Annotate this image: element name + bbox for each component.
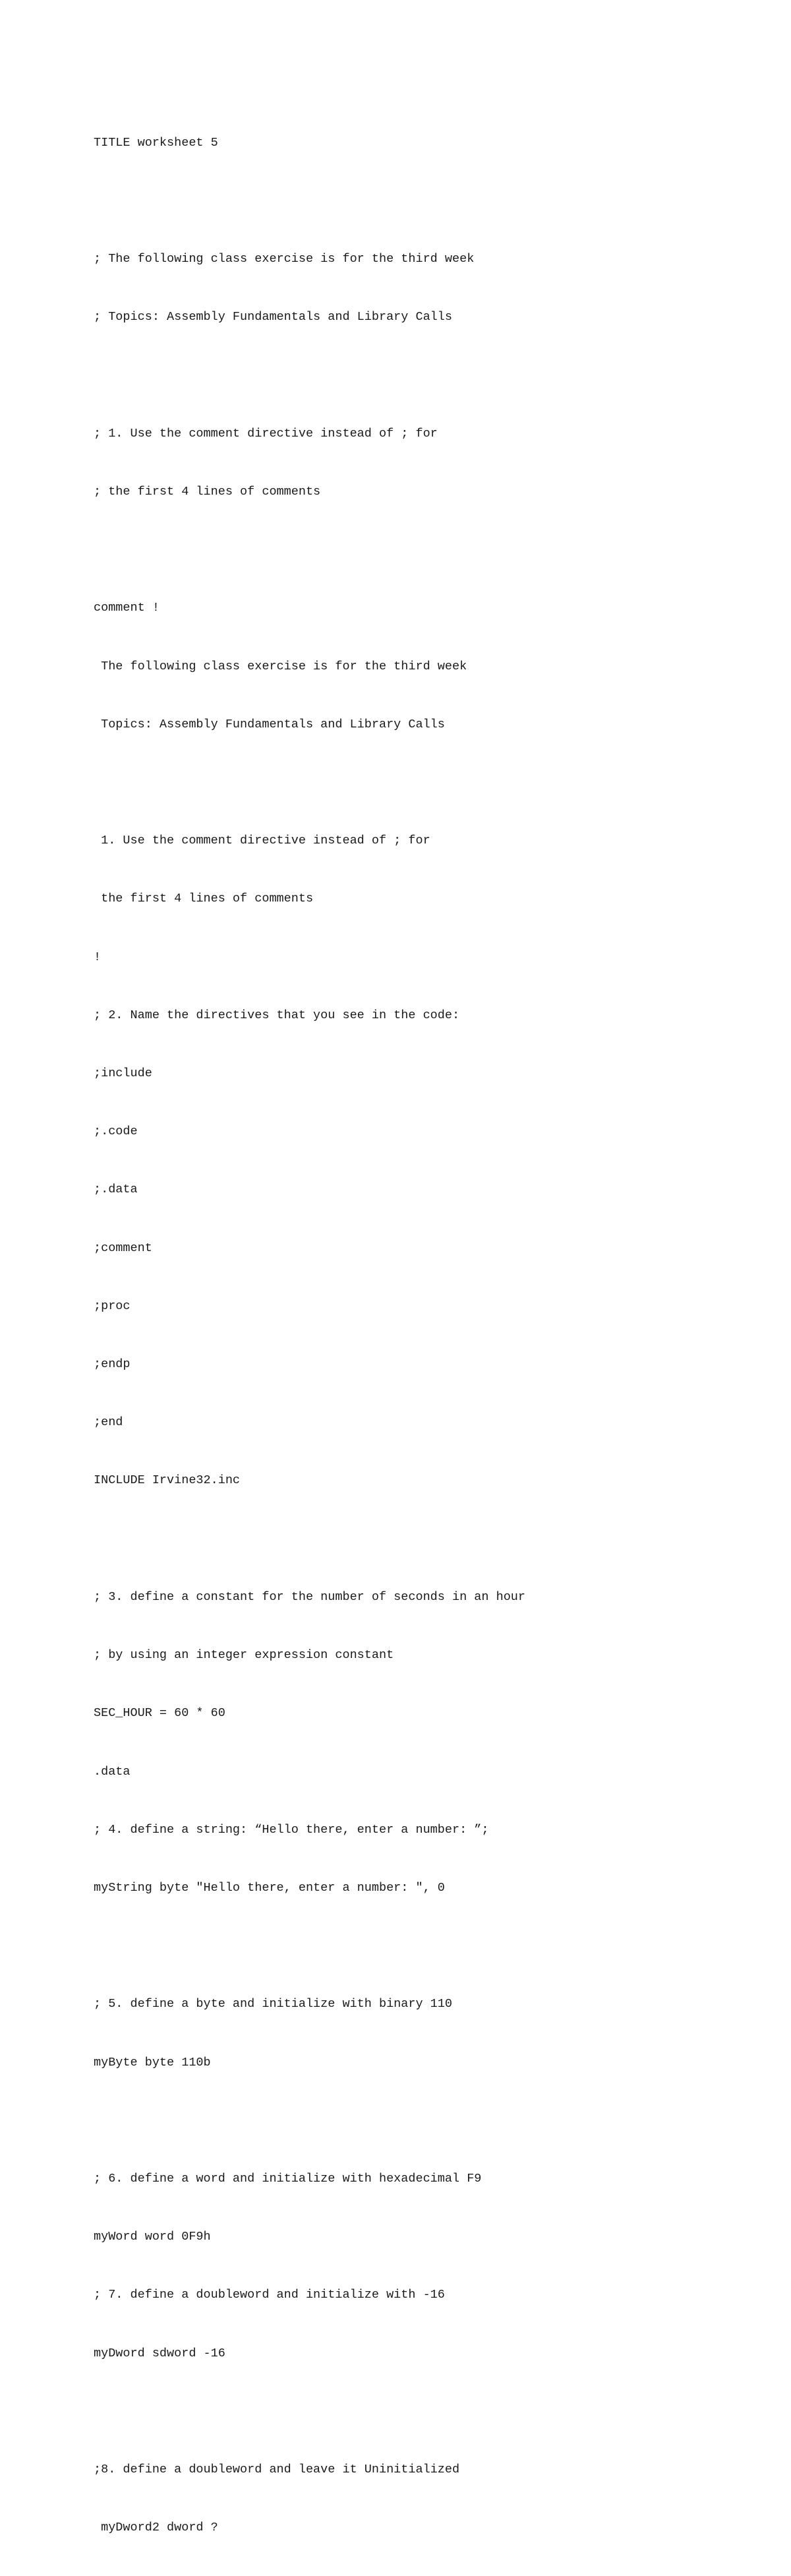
directive-list-item: ;end	[94, 1415, 123, 1430]
comment-terminator-line: !	[94, 950, 102, 964]
blank-line	[94, 773, 753, 792]
directive-list-item: ;comment	[94, 1241, 152, 1255]
comment-line: ; The following class exercise is for the third week	[94, 252, 475, 266]
directive-list-item: ;include	[94, 1066, 152, 1081]
directive-list-item: ;proc	[94, 1299, 131, 1313]
comment-line: ; 5. define a byte and initialize with binary 110	[94, 1997, 452, 2011]
constant-definition-line: SEC_HOUR = 60 * 60	[94, 1706, 225, 1721]
comment-line: ; 2. Name the directives that you see in the code:	[94, 1008, 460, 1022]
comment-line: ; 3. define a constant for the number of seconds in an hour	[94, 1589, 526, 1604]
comment-line: ; 7. define a doubleword and initialize with -16	[94, 2288, 445, 2302]
blank-line	[94, 2402, 753, 2421]
blank-line	[94, 366, 753, 385]
assembly-code-listing	[94, 94, 753, 2576]
comment-block-line: Topics: Assembly Fundamentals and Library Calls	[94, 717, 445, 731]
blank-line	[94, 191, 753, 210]
comment-block-line: 1. Use the comment directive instead of ; for	[94, 834, 430, 848]
blank-line	[94, 1529, 753, 1549]
comment-line: ; 4. define a string: “Hello there, enter a number: ”;	[94, 1822, 489, 1837]
comment-line: ; 1. Use the comment directive instead of ; for	[94, 426, 438, 441]
comment-line: ; 6. define a word and initialize with hexadecimal F9	[94, 2171, 482, 2186]
directive-list-item: ;.code	[94, 1124, 138, 1139]
word-definition-line: myWord word 0F9h	[94, 2230, 211, 2244]
dword-definition-line: myDword2 dword ?	[94, 2521, 218, 2535]
data-directive-line: .data	[94, 1764, 131, 1779]
blank-line	[94, 1936, 753, 1955]
comment-block-line: the first 4 lines of comments	[94, 892, 314, 906]
blank-line	[94, 2111, 753, 2130]
comment-line: ; by using an integer expression constant	[94, 1648, 394, 1663]
comment-line: ;8. define a doubleword and leave it Uninitialized	[94, 2462, 460, 2476]
byte-definition-line: myByte byte 110b	[94, 2055, 211, 2070]
comment-line: ; the first 4 lines of comments	[94, 485, 321, 499]
comment-directive-line: comment !	[94, 601, 160, 615]
include-line: INCLUDE Irvine32.inc	[94, 1473, 241, 1488]
title-line: TITLE worksheet 5	[94, 135, 218, 150]
blank-line	[94, 540, 753, 559]
comment-line: ; Topics: Assembly Fundamentals and Library Calls	[94, 310, 452, 324]
directive-list-item: ;.data	[94, 1182, 138, 1197]
comment-block-line: The following class exercise is for the third week	[94, 659, 467, 673]
directive-list-item: ;endp	[94, 1357, 131, 1372]
dword-definition-line: myDword sdword -16	[94, 2346, 225, 2360]
string-definition-line: myString byte "Hello there, enter a number: ", 0	[94, 1880, 445, 1895]
